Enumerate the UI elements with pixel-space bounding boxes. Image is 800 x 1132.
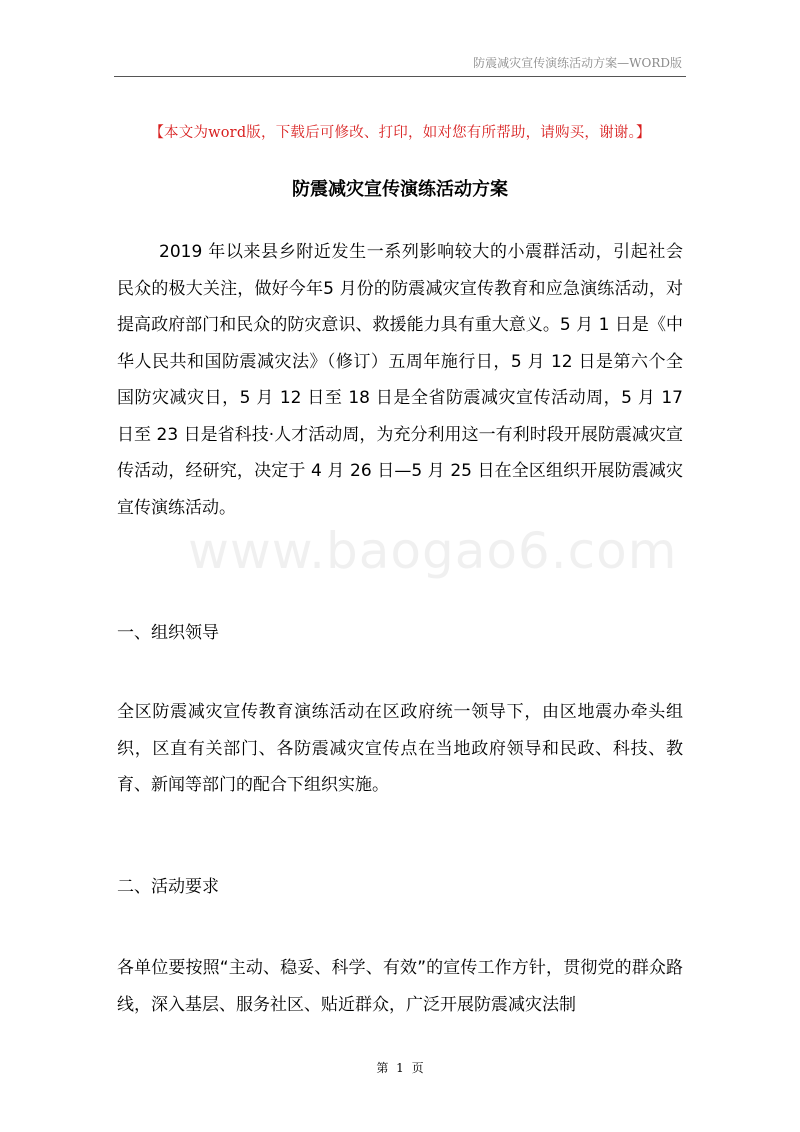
page-footer	[0, 1059, 800, 1076]
running-header: 防震减灾宣传演练活动方案—WORD版	[473, 56, 682, 70]
footer-prefix: 第	[376, 1061, 389, 1075]
header-rule	[114, 76, 686, 77]
watermark: www.baogao6.com	[188, 522, 678, 580]
purchase-notice: 【本文为word版，下载后可修改、打印，如对您有所帮助，请购买，谢谢。】	[149, 125, 651, 141]
footer-suffix: 页	[411, 1061, 424, 1075]
section-heading-requirements: 二、活动要求	[117, 877, 219, 897]
requirements-paragraph: 各单位要按照“主动、稳妥、科学、有效”的宣传工作方针，贯彻党的群众路线，深入基层、服务社区、贴近群众，广泛开展防震减灾法制	[117, 958, 683, 1015]
section-heading-organization: 一、组织领导	[117, 623, 219, 643]
intro-paragraph: 2019 年以来县乡附近发生一系列影响较大的小震群活动，引起社会民众的极大关注，做好今年5 月份的防震减灾宣传教育和应急演练活动，对提高政府部门和民众的防灾意识、救援能力具有重大意义。5 月 1 日是《中华人民共和国防震减灾法》（修订）五周年施行日，5 月 12 日是第六个全国防灾减灾日，5 月 12 日至 18 日是全省防震减灾宣传活动周，5 月 17 日至 23 日是省科技·人才活动周，为充分利用这一有利时段开展防震减灾宣传活动，经研究，决定于 4 月 26 日—5 月 25 日在全区组织开展防震减灾宣传演练活动。	[117, 242, 683, 518]
organization-paragraph: 全区防震减灾宣传教育演练活动在区政府统一领导下，由区地震办牵头组织，区直有关部门、各防震减灾宣传点在当地政府领导和民政、科技、教育、新闻等部门的配合下组织实施。	[117, 702, 683, 795]
page-number: 1	[396, 1061, 404, 1075]
document-title: 防震减灾宣传演练活动方案	[292, 179, 508, 200]
